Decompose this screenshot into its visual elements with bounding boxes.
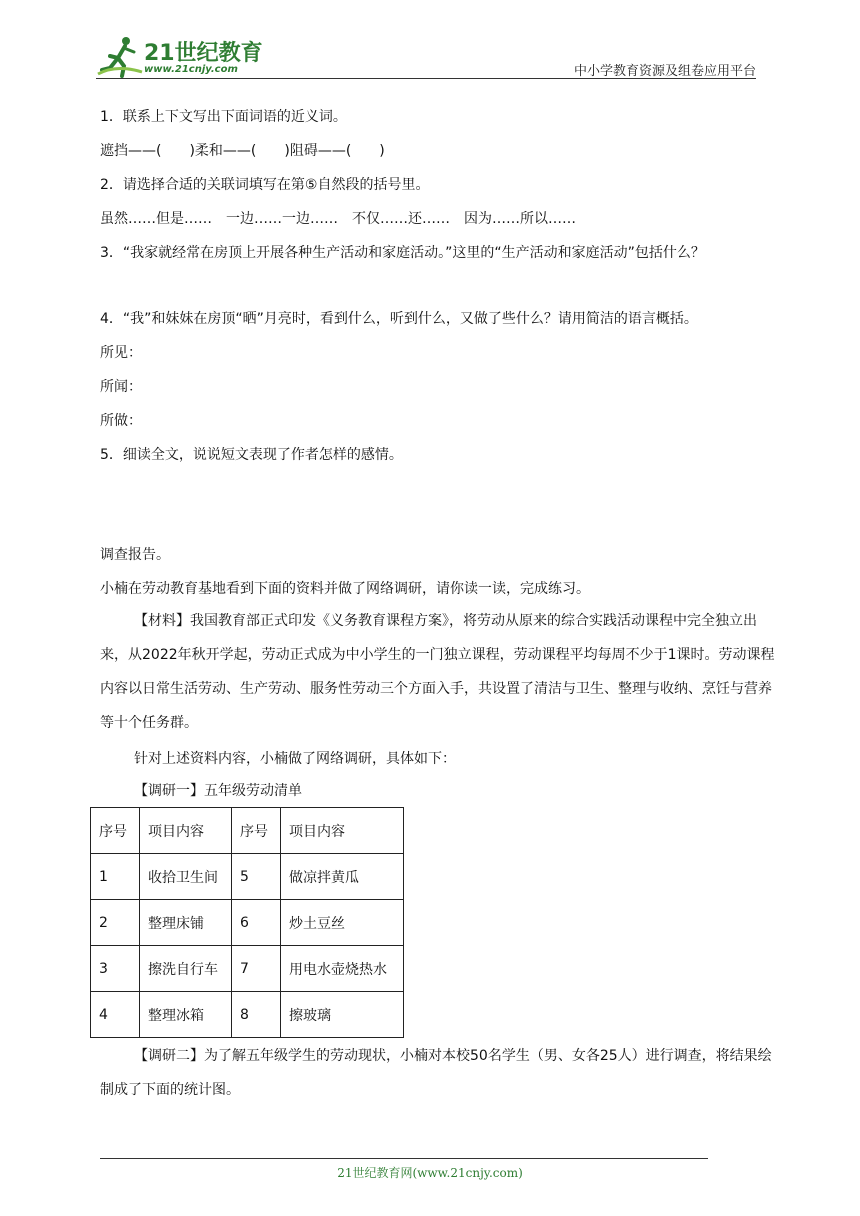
table-cell: 3 xyxy=(91,946,140,992)
question-2-options: 虽然……但是…… 一边……一边…… 不仅……还…… 因为……所以…… xyxy=(100,211,576,227)
table-cell: 擦洗自行车 xyxy=(140,946,232,992)
runner-logo-icon xyxy=(96,34,144,78)
table-cell: 收拾卫生间 xyxy=(140,854,232,900)
table-cell: 7 xyxy=(232,946,281,992)
survey-1-title: 【调研一】五年级劳动清单 xyxy=(134,783,302,799)
question-5: 5．细读全文，说说短文表现了作者怎样的感情。 xyxy=(100,447,403,463)
table-cell: 整理床铺 xyxy=(140,900,232,946)
question-4-heard: 所闻： xyxy=(100,379,142,395)
site-logo xyxy=(96,34,266,78)
report-material-text: 【材料】我国教育部正式印发《义务教育课程方案》，将劳动从原来的综合实践活动课程中完全独立出来，从2022年秋开学起，劳动正式成为中小学生的一门独立课程，劳动课程平均每周不少于1课时。劳动课程内容以日常生活劳动、生产劳动、服务性劳动三个方面入手，共设置了清洁与卫生、整理与收纳、烹饪与营养等十个任务群。 xyxy=(100,613,775,731)
table-cell: 4 xyxy=(91,992,140,1038)
table-cell: 用电水壶烧热水 xyxy=(281,946,404,992)
survey-2 xyxy=(100,1039,780,1107)
table-row xyxy=(91,854,404,900)
table-cell: 8 xyxy=(232,992,281,1038)
survey-intro: 针对上述资料内容，小楠做了网络调研，具体如下： xyxy=(134,751,456,767)
table-cell: 整理冰箱 xyxy=(140,992,232,1038)
question-3: 3．“我家就经常在房顶上开展各种生产活动和家庭活动。”这里的“生产活动和家庭活动”包括什么？ xyxy=(100,245,705,261)
footer-link[interactable]: 21世纪教育网(www.21cnjy.com) xyxy=(337,1166,523,1180)
question-1: 1．联系上下文写出下面词语的近义词。 xyxy=(100,109,347,125)
table-cell: 5 xyxy=(232,854,281,900)
footer-divider xyxy=(100,1158,708,1159)
logo-title: 21世纪教育 xyxy=(144,41,263,66)
table-row xyxy=(91,992,404,1038)
table-cell: 做凉拌黄瓜 xyxy=(281,854,404,900)
table-cell: 炒土豆丝 xyxy=(281,900,404,946)
report-material xyxy=(100,604,780,740)
table-cell: 擦玻璃 xyxy=(281,992,404,1038)
report-intro: 小楠在劳动教育基地看到下面的资料并做了网络调研，请你读一读，完成练习。 xyxy=(100,581,590,597)
question-4: 4．“我”和妹妹在房顶“晒”月亮时，看到什么，听到什么，又做了些什么？请用简洁的语言概括。 xyxy=(100,311,698,327)
table-cell: 6 xyxy=(232,900,281,946)
table-row xyxy=(91,900,404,946)
table-header-cell: 项目内容 xyxy=(281,808,404,854)
question-2: 2．请选择合适的关联词填写在第⑤自然段的括号里。 xyxy=(100,177,430,193)
table-row xyxy=(91,946,404,992)
report-title: 调查报告。 xyxy=(100,547,170,563)
question-1-blanks: 遮挡——( )柔和——( )阻碍——( ) xyxy=(100,143,385,159)
table-header-cell: 项目内容 xyxy=(140,808,232,854)
labor-list-table xyxy=(90,807,404,1038)
table-cell: 1 xyxy=(91,854,140,900)
table-header-row xyxy=(91,808,404,854)
logo-url: www.21cnjy.com xyxy=(144,64,238,75)
table-header-cell: 序号 xyxy=(91,808,140,854)
table-cell: 2 xyxy=(91,900,140,946)
survey-2-text: 【调研二】为了解五年级学生的劳动现状，小楠对本校50名学生（男、女各25人）进行调查，将结果绘制成了下面的统计图。 xyxy=(100,1048,772,1098)
header-platform-name: 中小学教育资源及组卷应用平台 xyxy=(573,64,756,79)
question-4-seen: 所见： xyxy=(100,345,142,361)
question-4-done: 所做： xyxy=(100,413,142,429)
table-header-cell: 序号 xyxy=(232,808,281,854)
header-divider xyxy=(96,78,756,79)
